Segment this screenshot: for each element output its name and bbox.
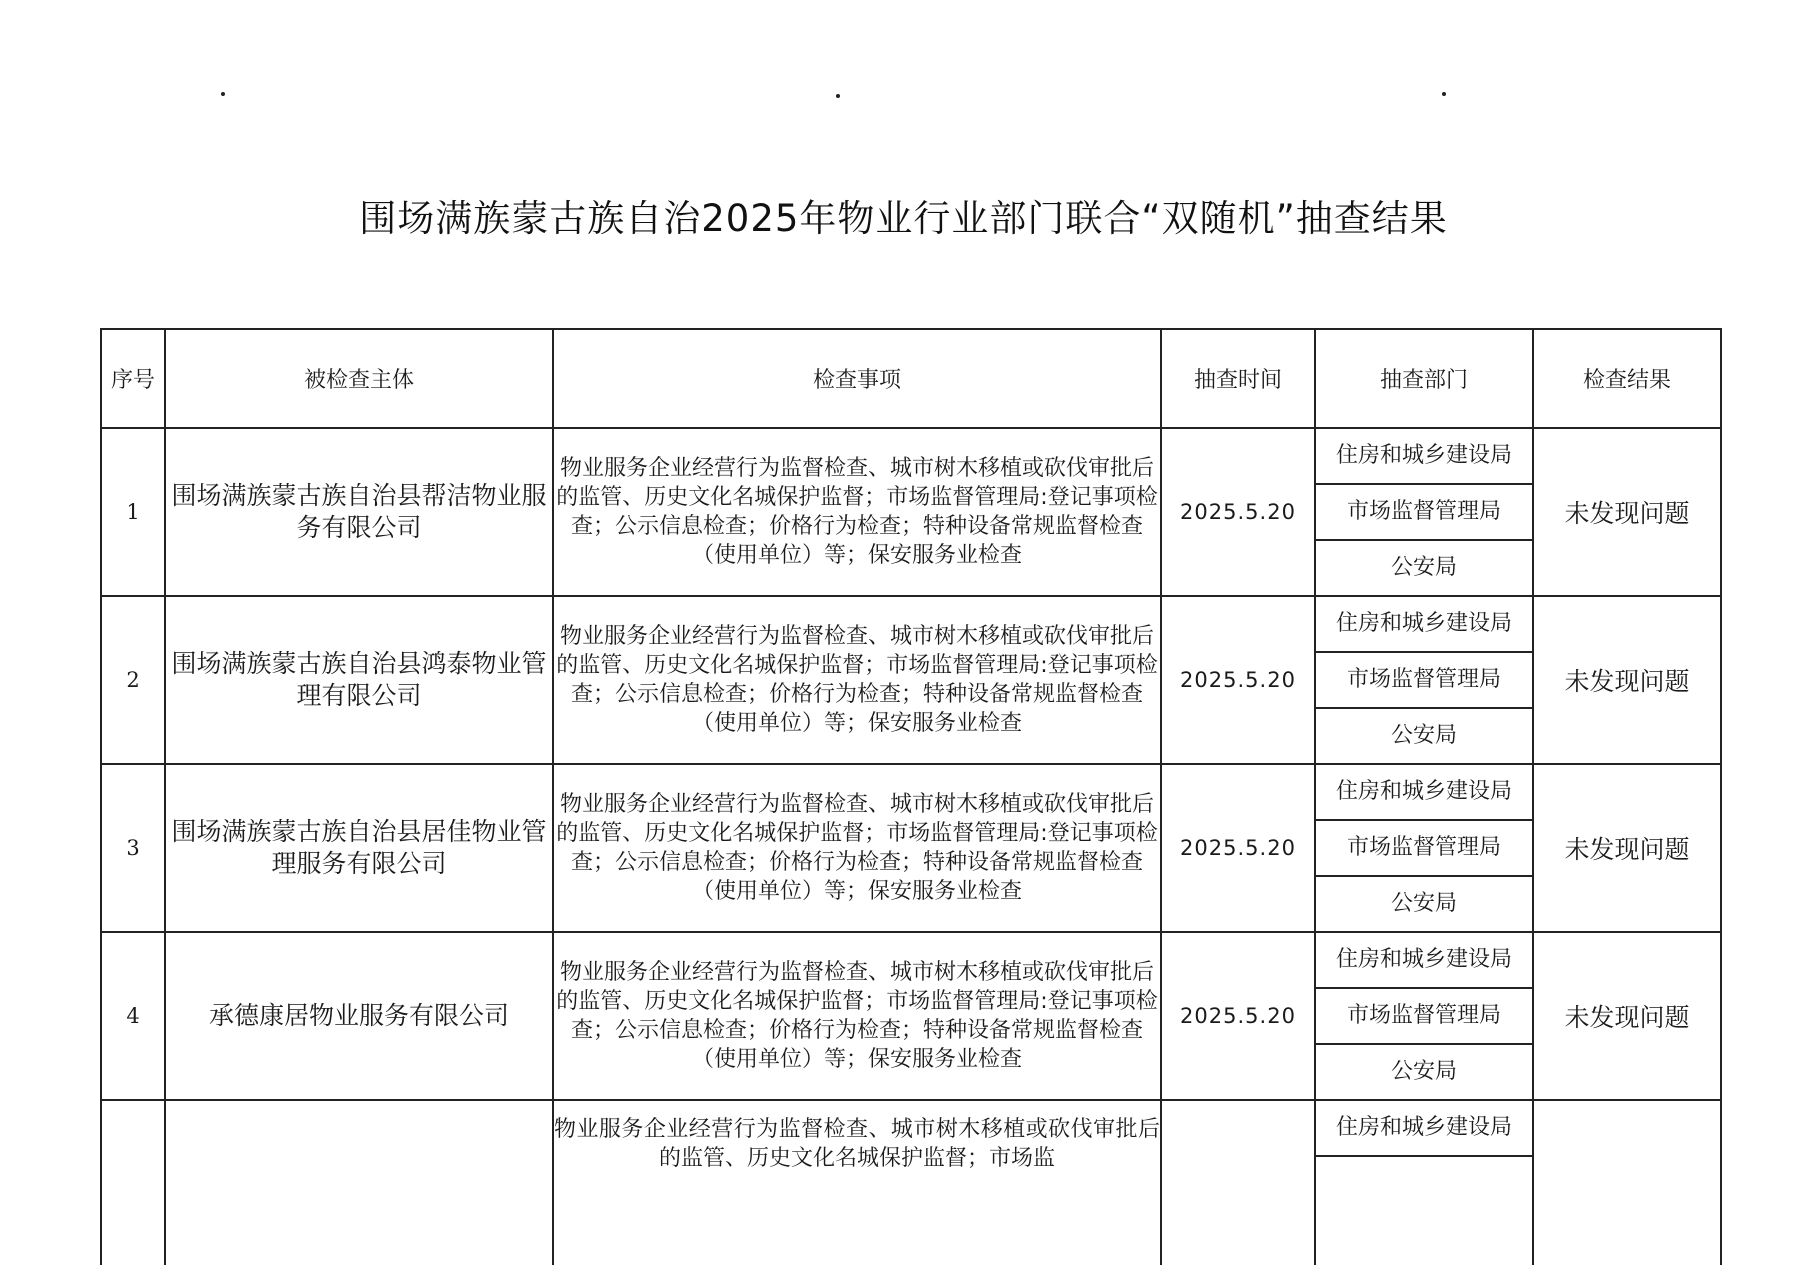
- row-date: 2025.5.20: [1161, 932, 1315, 1100]
- dept-item: 住房和城乡建设局: [1316, 933, 1532, 989]
- row-depts: [1315, 932, 1533, 1100]
- row-items: 物业服务企业经营行为监督检查、城市树木移植或砍伐审批后的监管、历史文化名城保护监督；市场监: [553, 1100, 1161, 1265]
- dept-item: 公安局: [1390, 891, 1457, 916]
- dept-item: 公安局: [1390, 723, 1457, 748]
- row-items: 物业服务企业经营行为监督检查、城市树木移植或砍伐审批后的监管、历史文化名城保护监督；市场监督管理局:登记事项检查；公示信息检查；价格行为检查；特种设备常规监督检查（使用单位）等；保安服务业检查: [553, 932, 1161, 1100]
- row-subject: 围场满族蒙古族自治县居佳物业管理服务有限公司: [165, 764, 553, 932]
- results-table: [100, 328, 1722, 1265]
- row-result: 未发现问题: [1533, 932, 1721, 1100]
- header-result: 检查结果: [1533, 329, 1721, 428]
- row-result: 未发现问题: [1533, 596, 1721, 764]
- dept-item: 住房和城乡建设局: [1316, 429, 1532, 485]
- header-seq: 序号: [101, 329, 165, 428]
- table-row: [101, 932, 1721, 1100]
- row-depts: [1315, 428, 1533, 596]
- header-date: 抽查时间: [1161, 329, 1315, 428]
- row-seq: 1: [101, 428, 165, 596]
- row-subject: [165, 1100, 553, 1265]
- table-row: [101, 596, 1721, 764]
- scan-dot: [836, 94, 840, 98]
- dept-item: 市场监督管理局: [1316, 989, 1532, 1045]
- row-subject: 围场满族蒙古族自治县帮洁物业服务有限公司: [165, 428, 553, 596]
- row-date: [1161, 1100, 1315, 1265]
- row-items: 物业服务企业经营行为监督检查、城市树木移植或砍伐审批后的监管、历史文化名城保护监督；市场监督管理局:登记事项检查；公示信息检查；价格行为检查；特种设备常规监督检查（使用单位）等；保安服务业检查: [553, 596, 1161, 764]
- row-date: 2025.5.20: [1161, 764, 1315, 932]
- dept-item: 市场监督管理局: [1316, 821, 1532, 877]
- table-row: [101, 764, 1721, 932]
- scan-dot: [221, 92, 225, 96]
- header-subject: 被检查主体: [165, 329, 553, 428]
- dept-item: 市场监督管理局: [1316, 485, 1532, 541]
- header-row: [101, 329, 1721, 428]
- row-result: [1533, 1100, 1721, 1265]
- header-items: 检查事项: [553, 329, 1161, 428]
- dept-item: 住房和城乡建设局: [1316, 765, 1532, 821]
- dept-item: 公安局: [1390, 555, 1457, 580]
- row-seq: 2: [101, 596, 165, 764]
- row-result: 未发现问题: [1533, 764, 1721, 932]
- row-depts: [1315, 1100, 1533, 1265]
- row-depts: [1315, 764, 1533, 932]
- row-result: 未发现问题: [1533, 428, 1721, 596]
- row-date: 2025.5.20: [1161, 428, 1315, 596]
- row-items: 物业服务企业经营行为监督检查、城市树木移植或砍伐审批后的监管、历史文化名城保护监督；市场监督管理局:登记事项检查；公示信息检查；价格行为检查；特种设备常规监督检查（使用单位）等；保安服务业检查: [553, 764, 1161, 932]
- scan-dot: [1442, 92, 1446, 96]
- row-seq: [101, 1100, 165, 1265]
- header-dept: 抽查部门: [1315, 329, 1533, 428]
- row-subject: 围场满族蒙古族自治县鸿泰物业管理有限公司: [165, 596, 553, 764]
- row-subject: 承德康居物业服务有限公司: [165, 932, 553, 1100]
- dept-item: 住房和城乡建设局: [1316, 1101, 1532, 1157]
- dept-item: 住房和城乡建设局: [1316, 597, 1532, 653]
- row-date: 2025.5.20: [1161, 596, 1315, 764]
- row-seq: 3: [101, 764, 165, 932]
- results-table-container: [100, 328, 1720, 1171]
- row-seq: 4: [101, 932, 165, 1100]
- dept-item: 市场监督管理局: [1316, 653, 1532, 709]
- row-items: 物业服务企业经营行为监督检查、城市树木移植或砍伐审批后的监管、历史文化名城保护监督；市场监督管理局:登记事项检查；公示信息检查；价格行为检查；特种设备常规监督检查（使用单位）等；保安服务业检查: [553, 428, 1161, 596]
- row-depts: [1315, 596, 1533, 764]
- page-title: 围场满族蒙古族自治2025年物业行业部门联合“双随机”抽查结果: [359, 197, 1448, 240]
- table-row-partial: [101, 1100, 1721, 1265]
- dept-item: 公安局: [1390, 1059, 1457, 1084]
- table-row: [101, 428, 1721, 596]
